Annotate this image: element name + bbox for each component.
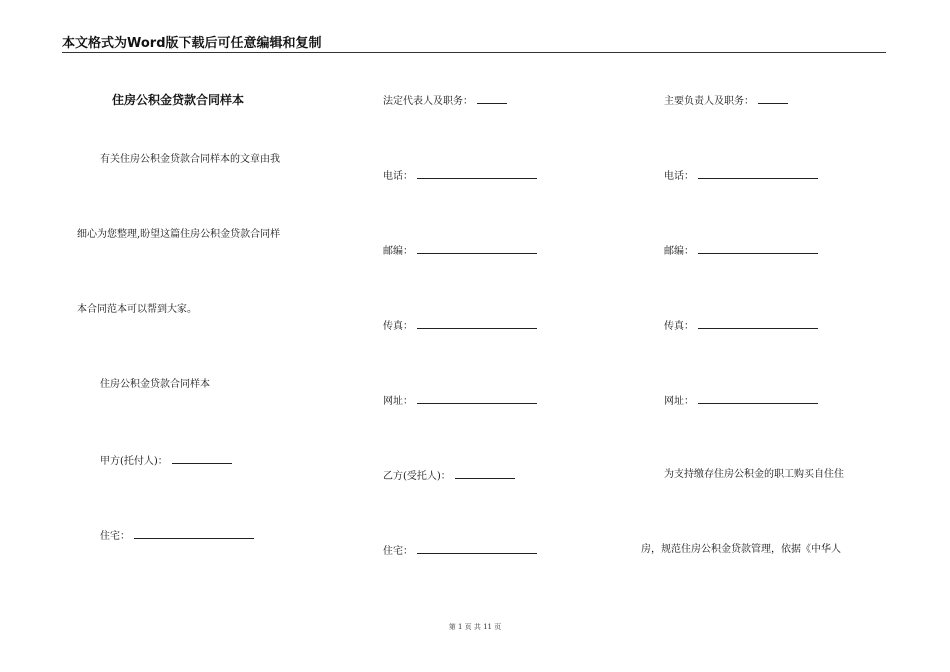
fax-a-label: 传真： xyxy=(383,321,413,332)
fax-a-blank xyxy=(417,318,537,329)
phone-a-field xyxy=(383,168,537,184)
intro-line-3: 本合同范本可以帮到大家。 xyxy=(77,304,197,315)
intro-line-2: 细心为您整理,盼望这篇住房公积金贷款合同样 xyxy=(77,229,281,240)
residence-b-blank xyxy=(417,543,537,554)
fax-b-field xyxy=(664,318,818,334)
party-b-label: 乙方(受托人)： xyxy=(383,471,451,482)
website-a-label: 网址： xyxy=(383,396,413,407)
fax-b-blank xyxy=(698,318,818,329)
phone-b-blank xyxy=(698,168,818,179)
party-b-blank xyxy=(455,468,515,479)
party-a-blank xyxy=(172,453,232,464)
header-divider xyxy=(62,52,886,53)
preamble-line-1: 为支持缴存住房公积金的职工购买自住住 xyxy=(664,469,844,480)
fax-b-label: 传真： xyxy=(664,321,694,332)
phone-a-blank xyxy=(417,168,537,179)
postcode-b-label: 邮编： xyxy=(664,246,694,257)
website-b-field xyxy=(664,393,818,409)
website-b-blank xyxy=(698,393,818,404)
page-number: 第 1 页 共 11 页 xyxy=(448,623,502,631)
phone-a-label: 电话： xyxy=(383,171,413,182)
website-b-label: 网址： xyxy=(664,396,694,407)
phone-b-label: 电话： xyxy=(664,171,694,182)
legal-rep-blank xyxy=(477,93,507,104)
party-a-label: 甲方(托付人)： xyxy=(100,456,168,467)
principal-label: 主要负责人及职务： xyxy=(664,96,754,107)
principal-field xyxy=(664,93,788,109)
legal-rep-field xyxy=(383,93,507,109)
document-title: 住房公积金贷款合同样本 xyxy=(112,93,245,107)
principal-blank xyxy=(758,93,788,104)
postcode-b-blank xyxy=(698,243,818,254)
website-a-field xyxy=(383,393,537,409)
party-a-field xyxy=(100,453,232,469)
party-b-field xyxy=(383,468,515,484)
legal-rep-label: 法定代表人及职务： xyxy=(383,96,473,107)
postcode-a-blank xyxy=(417,243,537,254)
residence-b-label: 住宅： xyxy=(383,546,413,557)
phone-b-field xyxy=(664,168,818,184)
fax-a-field xyxy=(383,318,537,334)
intro-line-1: 有关住房公积金贷款合同样本的文章由我 xyxy=(100,154,280,165)
postcode-b-field xyxy=(664,243,818,259)
document-header: 本文格式为Word版下载后可任意编辑和复制 xyxy=(62,36,322,51)
residence-a-field xyxy=(100,528,254,544)
website-a-blank xyxy=(417,393,537,404)
residence-a-label: 住宅： xyxy=(100,531,130,542)
residence-b-field xyxy=(383,543,537,559)
postcode-a-label: 邮编： xyxy=(383,246,413,257)
residence-a-blank xyxy=(134,528,254,539)
contract-subtitle: 住房公积金贷款合同样本 xyxy=(100,379,210,390)
postcode-a-field xyxy=(383,243,537,259)
preamble-line-2: 房，规范住房公积金贷款管理，依据《中华人 xyxy=(641,544,841,555)
